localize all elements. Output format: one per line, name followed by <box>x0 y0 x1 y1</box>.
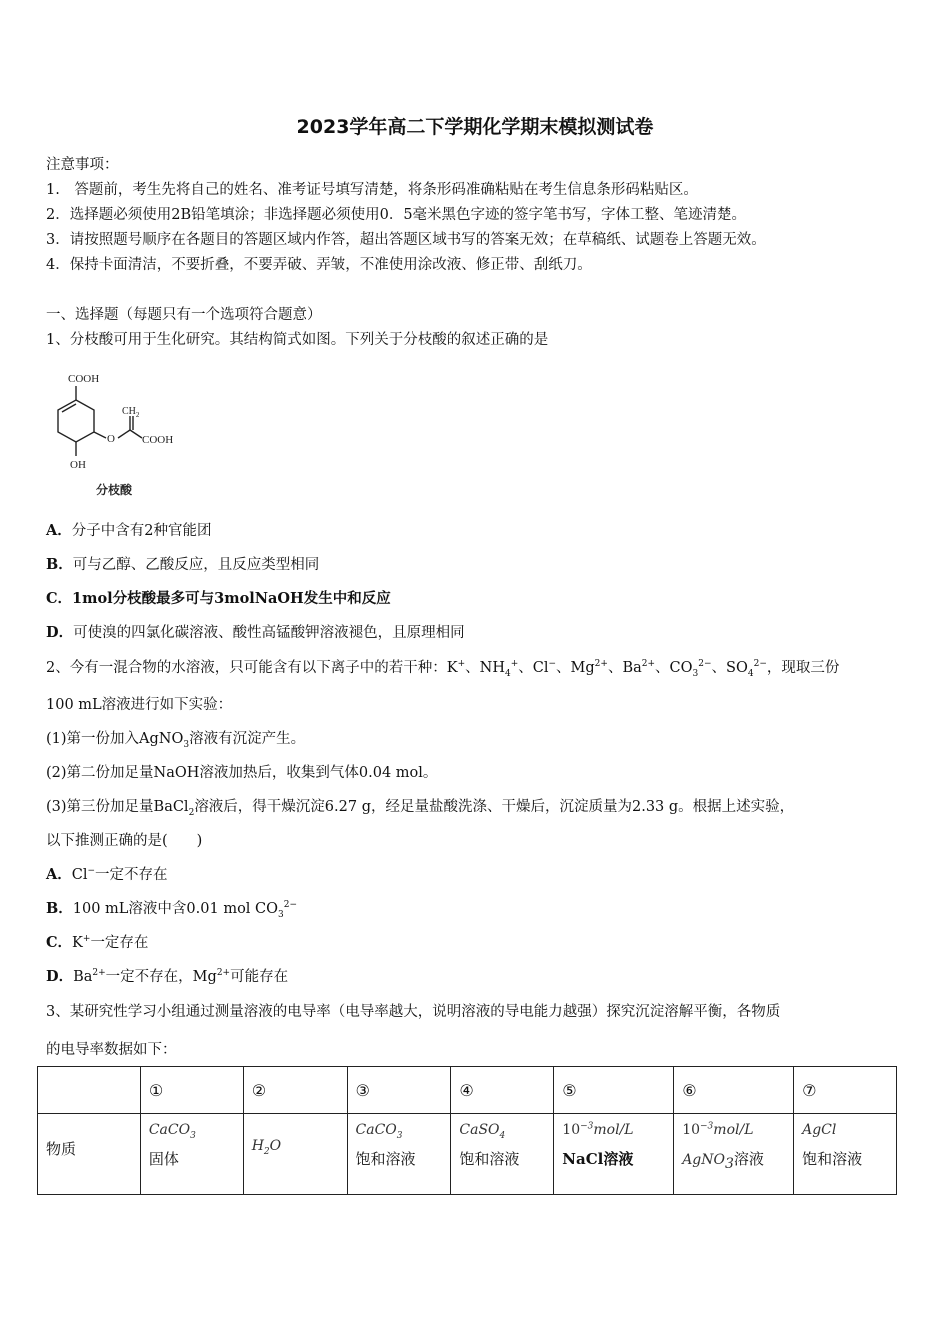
q2-option-c: C．K+一定存在 <box>46 934 149 951</box>
oh-label: OH <box>70 459 86 471</box>
q3-stem-line2: 的电导率数据如下： <box>46 1042 177 1058</box>
q2-option-d: D．$Ba^{2+}$一定不存在，$Mg^{2+}$可能存在 <box>46 968 289 985</box>
notice-heading: 注意事项： <box>46 157 119 173</box>
q1-option-d: D．可使溴的四氯化碳溶液、酸性高锰酸钾溶液褪色，且原理相同 <box>46 624 465 641</box>
table-row <box>38 1114 897 1195</box>
cooh-right-label: COOH <box>142 434 174 446</box>
page-title: 2023学年高二下学期化学期末模拟测试卷 <box>296 116 654 138</box>
q2-option-b: B．100 mL溶液中含0.01 mol $CO_3^{2-}$ <box>46 900 298 920</box>
q2-experiment-1: (1)第一份加入AgNO$_3$溶液有沉淀产生。 <box>46 731 306 750</box>
notice-item-2: 2．选择题必须使用2B铅笔填涂；非选择题必须使用0．5毫米黑色字迹的签字笔书写，字体工整、笔迹清楚。 <box>46 207 747 223</box>
q2-experiment-2: (2)第二份加足量NaOH溶液加热后，收集到气体0.04 mol。 <box>46 765 438 781</box>
section-heading: 一、选择题（每题只有一个选项符合题意） <box>46 307 322 323</box>
table-header-cell: ① <box>140 1067 243 1114</box>
q2-experiment-3: (3)第三份加足量BaCl$_2$溶液后，得干燥沉淀6.27 g，经足量盐酸洗涤、干燥后，沉淀质量为2.33 g。根据上述实验， <box>46 799 795 818</box>
cooh-top-label: COOH <box>68 373 100 385</box>
table-header-row <box>38 1067 897 1114</box>
table-header-cell: ② <box>243 1067 347 1114</box>
table-header-cell: ③ <box>347 1067 451 1114</box>
q1-stem: 1、分枝酸可用于生化研究。其结构简式如图。下列关于分枝酸的叙述正确的是 <box>46 332 549 348</box>
q2-option-a: A．Cl−一定不存在 <box>46 866 168 883</box>
notice-item-3: 3．请按照题号顺序在各题目的答题区域内作答，超出答题区域书写的答案无效；在草稿纸、试题卷上答题无效。 <box>46 232 766 248</box>
table-cell: CaCO$_3$ 固体 <box>140 1114 243 1195</box>
q2-stem: 2、今有一混合物的水溶液，只可能含有以下离子中的若干种：K+、$NH_4^+$、Cl−、$Mg^{2+}$、$Ba^{2+}$、$CO_3^{2-}$、$SO_4^{2-}$，现取三份 <box>46 659 840 679</box>
table-header-cell <box>38 1067 141 1114</box>
table-header-cell: ⑦ <box>794 1067 897 1114</box>
notice-item-4: 4．保持卡面清洁，不要折叠，不要弄破、弄皱，不准使用涂改液、修正带、刮纸刀。 <box>46 257 592 273</box>
conductivity-table <box>37 1066 897 1195</box>
q2-question: 以下推测正确的是( ) <box>46 833 203 849</box>
q3-stem-line1: 3、某研究性学习小组通过测量溶液的电导率（电导率越大，说明溶液的导电能力越强）探究沉淀溶解平衡，各物质 <box>46 1004 781 1020</box>
ether-o-label: O <box>107 433 115 445</box>
chorismic-acid-structure <box>48 364 208 504</box>
table-header-cell: ④ <box>451 1067 554 1114</box>
ch2-label: $CH_2$ <box>122 406 140 419</box>
table-cell: $H_2O$ <box>243 1114 347 1195</box>
table-cell: $10^{-3}mol/L$ NaCl溶液 <box>554 1114 674 1195</box>
q1-option-a: A．分子中含有2种官能团 <box>46 522 212 539</box>
table-cell: AgCl 饱和溶液 <box>794 1114 897 1195</box>
table-cell: CaCO$_3$ 饱和溶液 <box>347 1114 451 1195</box>
row-label-cell: 物质 <box>38 1114 141 1195</box>
table-cell: CaSO$_4$ 饱和溶液 <box>451 1114 554 1195</box>
structure-drawing <box>48 364 208 504</box>
table-header-cell: ⑤ <box>554 1067 674 1114</box>
q1-option-b: B．可与乙醇、乙酸反应，且反应类型相同 <box>46 556 320 573</box>
structure-caption: 分枝酸 <box>96 483 133 497</box>
notice-item-1: 1. 答题前，考生先将自己的姓名、准考证号填写清楚，将条形码准确粘贴在考生信息条形码粘贴区。 <box>46 182 698 198</box>
table-cell: $10^{-3}mol/L$ AgNO3溶液 <box>674 1114 794 1195</box>
q1-option-c: C．1mol分枝酸最多可与3molNaOH发生中和反应 <box>46 590 391 607</box>
table-header-cell: ⑥ <box>674 1067 794 1114</box>
q2-stem-line2: 100 mL溶液进行如下实验： <box>46 697 233 713</box>
